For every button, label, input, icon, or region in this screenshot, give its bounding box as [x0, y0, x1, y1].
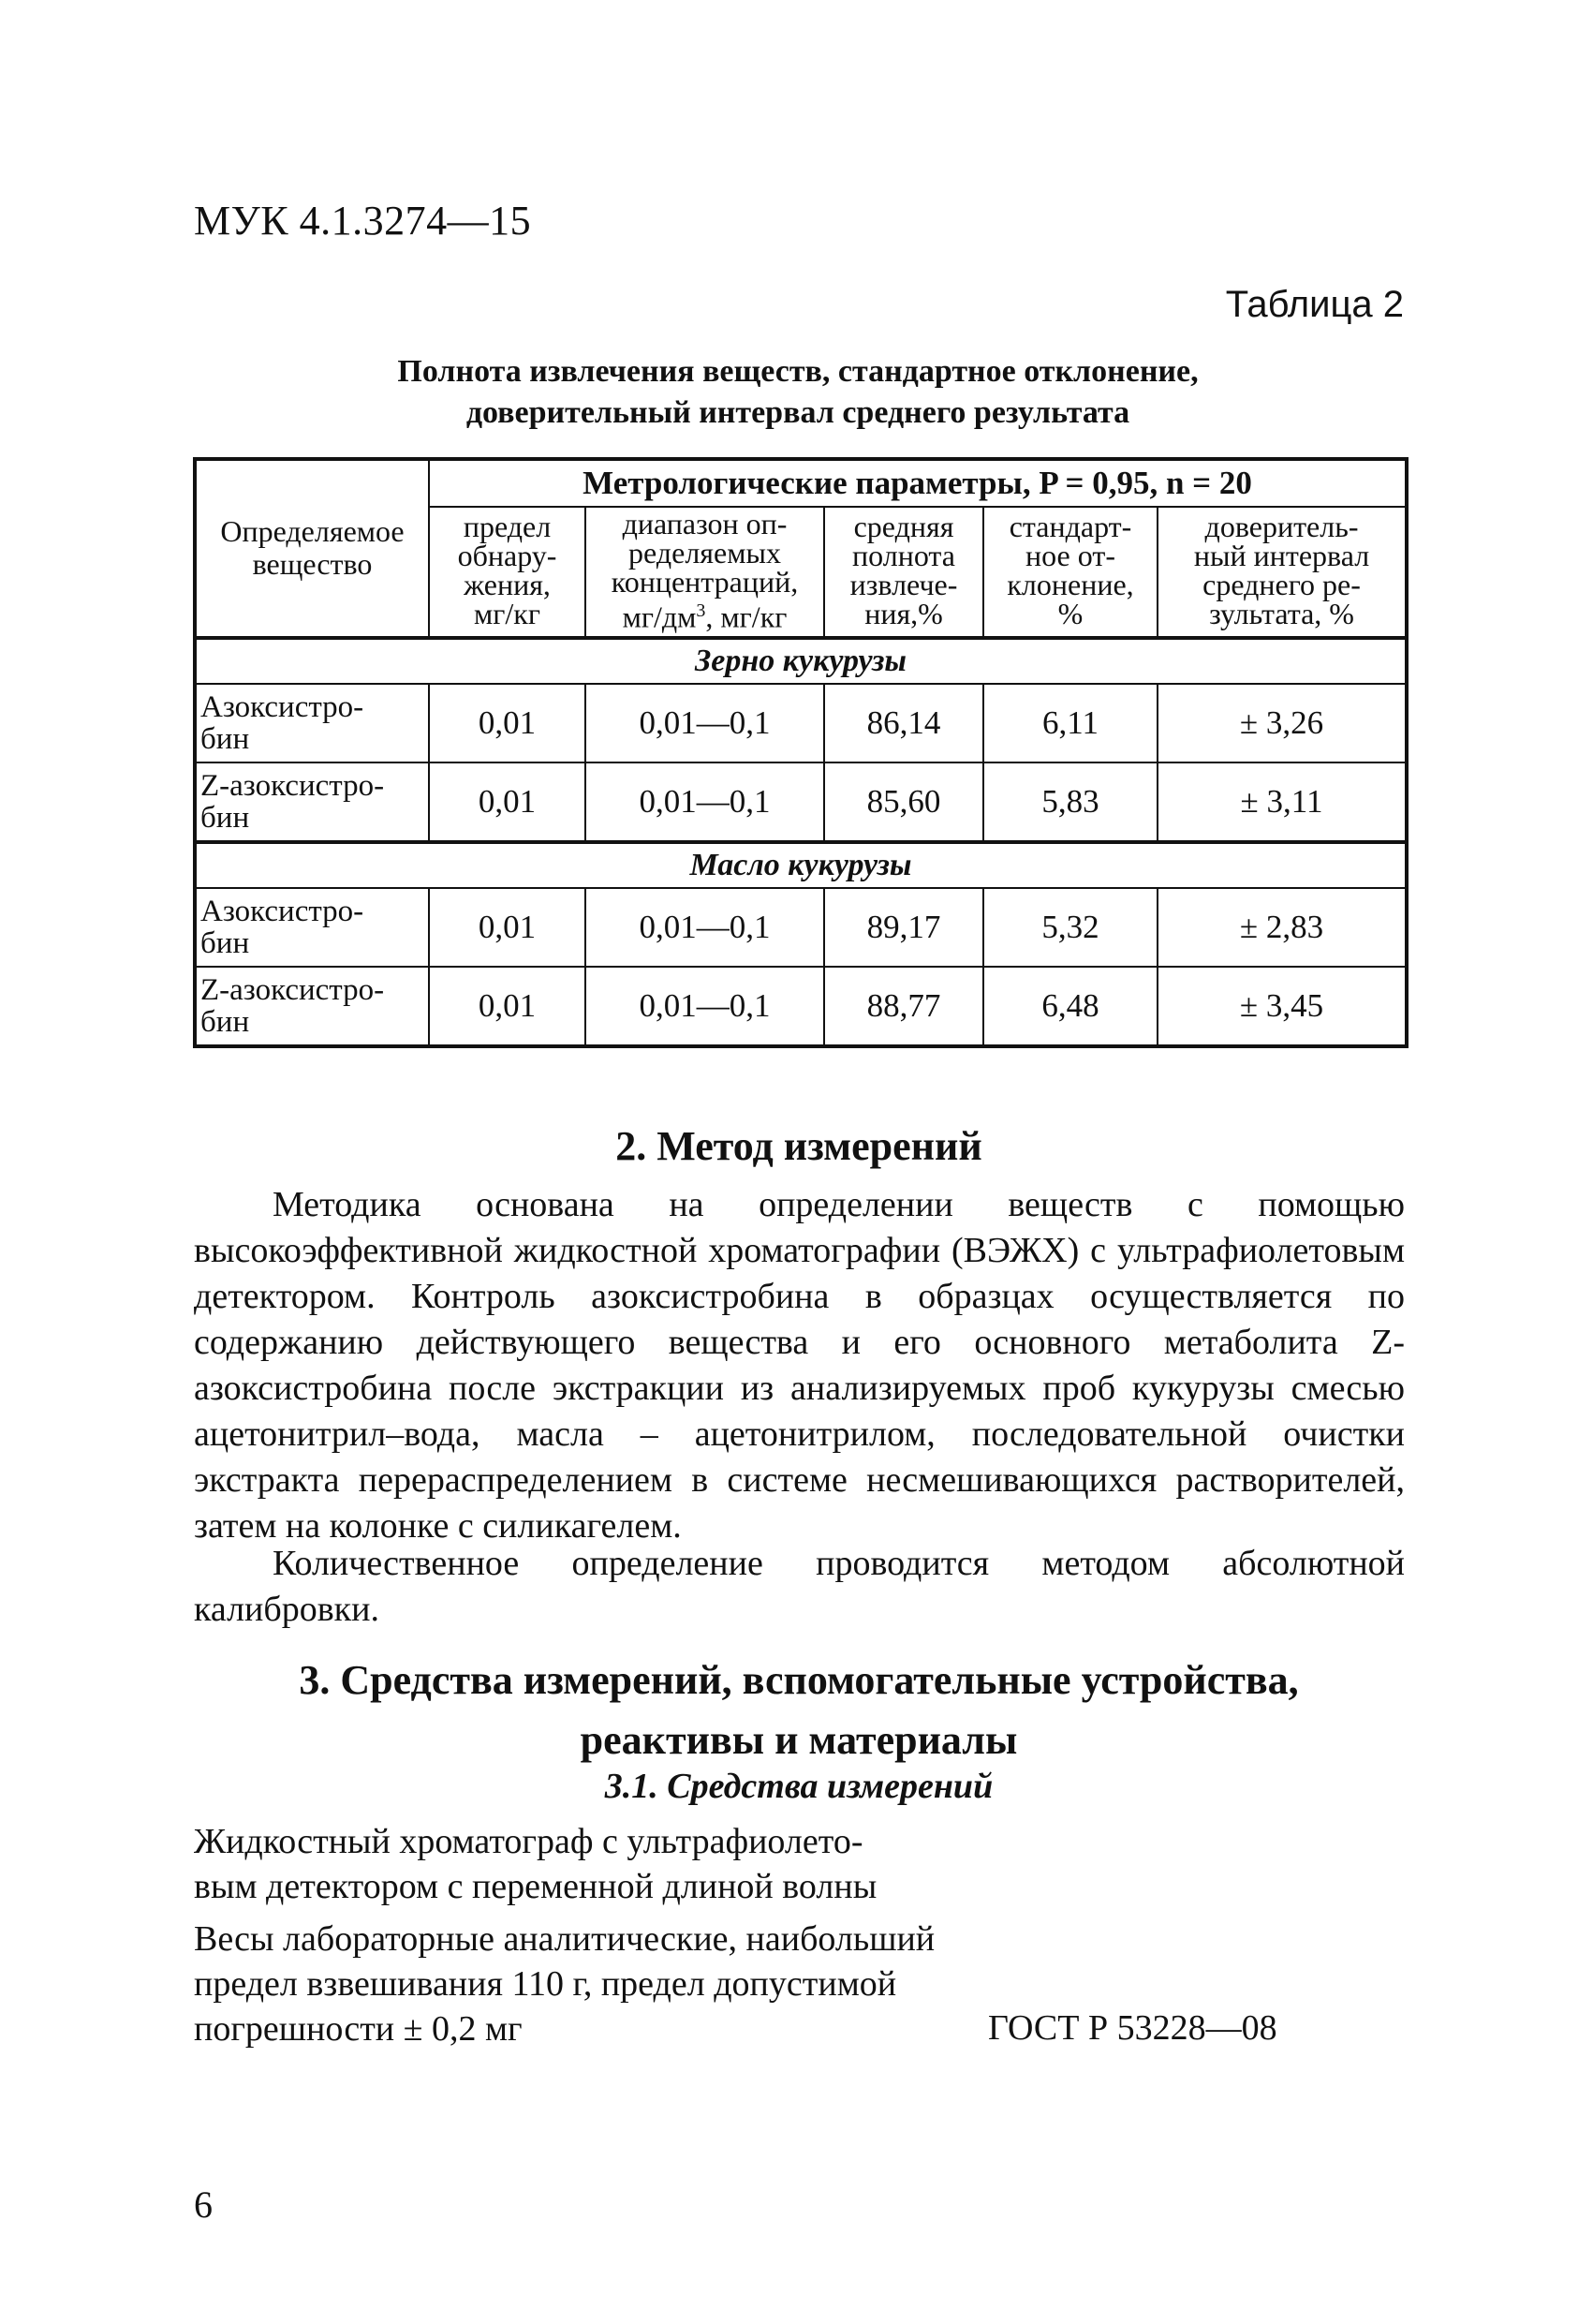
cell-substance: Z-азоксистро- бин — [195, 967, 429, 1046]
cell-sd: 5,83 — [983, 762, 1158, 842]
table-label: Таблица 2 — [1225, 284, 1404, 325]
cell-detection-limit: 0,01 — [429, 762, 585, 842]
header-confidence-interval: доверитель- ный интервал среднего ре- зультата, % — [1158, 507, 1407, 638]
instrument-item — [194, 1917, 935, 2051]
cell-substance: Z-азоксистро- бин — [195, 762, 429, 842]
header-mean-recovery: средняя полнота извлече- ния,% — [824, 507, 983, 638]
header-substance-label: Определяемое вещество — [220, 514, 405, 582]
cell-detection-limit: 0,01 — [429, 967, 585, 1046]
cell-recovery: 89,17 — [824, 888, 983, 967]
cell-sd: 6,11 — [983, 684, 1158, 762]
section-row-corn-oil: Масло кукурузы — [195, 842, 1407, 888]
cell-detection-limit: 0,01 — [429, 684, 585, 762]
instrument-name-line: вым детектором с переменной длиной волны — [194, 1867, 878, 1906]
instrument-name-line: предел взвешивания 110 г, предел допустимой — [194, 1964, 897, 2004]
header-detection-limit: предел обнару- жения, мг/кг — [429, 507, 585, 638]
cell-ci: ± 3,11 — [1158, 762, 1407, 842]
section-2-paragraph: Методика основана на определении веществ с помощью высокоэффективной жидкостной хроматографии (ВЭЖХ) с ультрафиолетовым детектором. Контроль азоксистробина в образцах осуществляется по содержанию действующего вещества и его основного метаболита Z-азоксистробина после экстракции из анализируемых проб кукурузы смесью ацетонитрил–вода, масла – ацетонитрилом, последовательной очистки экстракта перераспределением в системе несмешивающихся растворителей, затем на колонке с силикагелем. — [194, 1185, 1405, 1546]
section-row-corn-grain: Зерно кукурузы — [195, 638, 1407, 684]
table-title-line: доверительный интервал среднего результата — [465, 395, 1130, 430]
cell-recovery: 86,14 — [824, 684, 983, 762]
document-code: МУК 4.1.3274—15 — [194, 198, 532, 244]
header-substance — [195, 459, 429, 638]
table-row — [195, 762, 1407, 842]
cell-substance: Азоксистро- бин — [195, 684, 429, 762]
header-standard-deviation: стандарт- ное от- клонение, % — [983, 507, 1158, 638]
table-title-line: Полнота извлечения веществ, стандартное отклонение, — [397, 354, 1199, 389]
cell-range: 0,01—0,1 — [585, 967, 824, 1046]
section-3-title-line: реактивы и материалы — [580, 1717, 1018, 1763]
cell-range: 0,01—0,1 — [585, 684, 824, 762]
table-row — [195, 967, 1407, 1046]
table-title — [194, 351, 1402, 434]
cell-ci: ± 3,26 — [1158, 684, 1407, 762]
page-number: 6 — [194, 2183, 213, 2226]
section-3-title — [193, 1650, 1405, 1770]
cell-ci: ± 2,83 — [1158, 888, 1407, 967]
cell-substance: Азоксистро- бин — [195, 888, 429, 967]
section-2-paragraph: Количественное определение проводится методом абсолютной калибровки. — [194, 1544, 1405, 1629]
cell-ci: ± 3,45 — [1158, 967, 1407, 1046]
table-row — [195, 684, 1407, 762]
cell-sd: 6,48 — [983, 967, 1158, 1046]
table-row — [195, 888, 1407, 967]
instrument-name-line: Весы лабораторные аналитические, наибольший — [194, 1919, 936, 1959]
subsection-3-1-title: 3.1. Средства измерений — [604, 1767, 994, 1806]
cell-detection-limit: 0,01 — [429, 888, 585, 967]
header-metrology-group: Метрологические параметры, P = 0,95, n = 20 — [429, 459, 1407, 507]
cell-recovery: 85,60 — [824, 762, 983, 842]
section-2-title: 2. Метод измерений — [615, 1123, 982, 1169]
header-concentration-range: диапазон оп- ределяемых концентраций, $мг/дм^3$, мг/кг — [585, 507, 824, 638]
section-3-title-line: 3. Средства измерений, вспомогательные устройства, — [299, 1657, 1299, 1703]
instrument-name-line: Жидкостный хроматограф с ультрафиолето- — [194, 1822, 863, 1861]
instrument-standard: ГОСТ Р 53228—08 — [988, 2008, 1277, 2048]
cell-sd: 5,32 — [983, 888, 1158, 967]
cell-recovery: 88,77 — [824, 967, 983, 1046]
instrument-item — [194, 1819, 877, 1909]
metrology-table — [193, 457, 1409, 1048]
cell-range: 0,01—0,1 — [585, 888, 824, 967]
cell-range: 0,01—0,1 — [585, 762, 824, 842]
instrument-name-line: погрешности ± 0,2 мг — [194, 2009, 523, 2049]
